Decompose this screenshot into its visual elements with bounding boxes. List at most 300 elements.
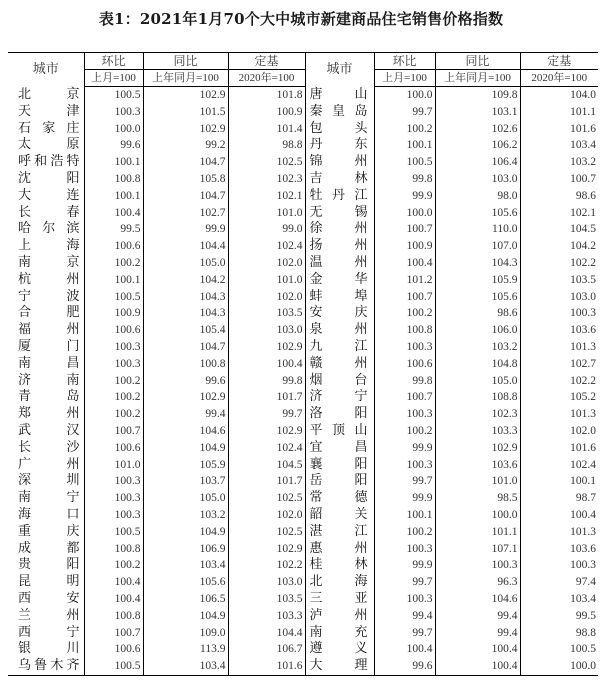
mom-cell-right: 99.7 (374, 625, 435, 642)
mom-cell-left: 100.8 (84, 171, 143, 188)
yoy-cell-left: 105.6 (143, 574, 228, 591)
mom-cell-left: 100.7 (84, 423, 143, 440)
city-cell-right: 赣州 (305, 356, 374, 373)
mom-cell-right: 100.2 (374, 524, 435, 541)
yoy-cell-right: 106.0 (435, 322, 520, 339)
yoy-cell-right: 99.4 (435, 608, 520, 625)
table-row (8, 272, 598, 289)
mom-cell-right: 100.3 (374, 541, 435, 558)
price-index-table (8, 52, 598, 676)
yoy-cell-left: 103.4 (143, 557, 228, 574)
city-cell-left: 南宁 (18, 490, 80, 506)
city-cell-right: 南充 (305, 625, 374, 642)
yoy-cell-right: 105.6 (435, 289, 520, 306)
table-row (8, 356, 598, 373)
mom-cell-right: 99.7 (374, 104, 435, 121)
mom-cell-right: 101.2 (374, 272, 435, 289)
mom-cell-right: 100.2 (374, 305, 435, 322)
base-cell-left: 102.5 (228, 524, 305, 541)
city-cell-right: 烟台 (305, 373, 374, 390)
mom-cell-left: 100.4 (84, 205, 143, 222)
base-cell-left: 102.1 (228, 188, 305, 205)
col-base-left: 定基 (228, 53, 305, 70)
table-row (8, 406, 598, 423)
yoy-cell-left: 103.2 (143, 507, 228, 524)
mom-cell-right: 99.6 (374, 658, 435, 675)
yoy-cell-left: 104.4 (143, 238, 228, 255)
header-row-1 (8, 53, 598, 70)
yoy-cell-left: 105.0 (143, 490, 228, 507)
yoy-cell-left: 99.2 (143, 137, 228, 154)
base-cell-left: 102.9 (228, 423, 305, 440)
base-cell-right: 101.1 (520, 104, 598, 121)
yoy-cell-left: 106.9 (143, 541, 228, 558)
city-cell-right: 韶关 (305, 507, 374, 524)
yoy-cell-left: 99.9 (143, 221, 228, 238)
yoy-cell-right: 103.2 (435, 339, 520, 356)
yoy-cell-left: 109.0 (143, 625, 228, 642)
table-row (8, 608, 598, 625)
mom-cell-right: 99.9 (374, 557, 435, 574)
city-cell-right: 北海 (305, 574, 374, 591)
city-cell-left: 重庆 (18, 523, 80, 539)
base-cell-left: 101.8 (228, 87, 305, 104)
city-cell-right: 蚌埠 (305, 289, 374, 306)
yoy-cell-left: 102.9 (143, 121, 228, 138)
col-yoy-left: 同比 (143, 53, 228, 70)
city-cell-right: 唐山 (305, 87, 374, 104)
city-cell-left: 贵阳 (18, 557, 80, 573)
mom-cell-left: 100.5 (84, 524, 143, 541)
city-cell-left: 石家庄 (18, 120, 80, 136)
city-cell-left: 太原 (18, 137, 80, 153)
yoy-cell-right: 107.1 (435, 541, 520, 558)
yoy-cell-right: 98.6 (435, 305, 520, 322)
base-cell-left: 99.8 (228, 373, 305, 390)
base-cell-right: 102.4 (520, 457, 598, 474)
base-cell-left: 102.4 (228, 238, 305, 255)
base-cell-right: 104.0 (520, 87, 598, 104)
mom-cell-right: 99.9 (374, 490, 435, 507)
city-cell-right: 温州 (305, 255, 374, 272)
base-cell-left: 99.7 (228, 406, 305, 423)
col-city-right: 城市 (305, 53, 374, 87)
mom-cell-left: 100.3 (84, 473, 143, 490)
yoy-cell-left: 102.9 (143, 87, 228, 104)
mom-cell-left: 100.3 (84, 490, 143, 507)
mom-cell-right: 100.1 (374, 507, 435, 524)
table-row (8, 389, 598, 406)
yoy-cell-left: 102.9 (143, 389, 228, 406)
yoy-cell-left: 103.7 (143, 473, 228, 490)
table-row (8, 154, 598, 171)
mom-cell-right: 100.0 (374, 87, 435, 104)
table-row (8, 137, 598, 154)
table-row (8, 524, 598, 541)
mom-cell-right: 100.7 (374, 389, 435, 406)
base-cell-left: 103.3 (228, 608, 305, 625)
table-row (8, 507, 598, 524)
city-cell-left: 深圳 (18, 473, 80, 489)
city-cell-left: 西安 (18, 590, 80, 606)
city-cell-left: 广州 (18, 456, 80, 472)
city-cell-left: 福州 (18, 322, 80, 338)
base-cell-right: 102.7 (520, 356, 598, 373)
base-cell-right: 98.8 (520, 625, 598, 642)
city-cell-left: 成都 (18, 540, 80, 556)
base-cell-right: 102.1 (520, 205, 598, 222)
mom-cell-right: 100.0 (374, 205, 435, 222)
yoy-cell-right: 103.3 (435, 423, 520, 440)
mom-cell-right: 100.6 (374, 356, 435, 373)
yoy-cell-right: 96.3 (435, 574, 520, 591)
mom-cell-left: 100.3 (84, 507, 143, 524)
yoy-cell-left: 100.8 (143, 356, 228, 373)
yoy-cell-left: 104.3 (143, 289, 228, 306)
base-cell-right: 101.6 (520, 440, 598, 457)
city-cell-left: 呼和浩特 (18, 154, 80, 170)
yoy-cell-right: 100.3 (435, 557, 520, 574)
city-cell-left: 宁波 (18, 288, 80, 304)
city-cell-left: 厦门 (18, 338, 80, 354)
base-cell-left: 106.7 (228, 641, 305, 658)
base-cell-right: 101.6 (520, 121, 598, 138)
table-row (8, 339, 598, 356)
unit-yoy-right: 上年同月=100 (435, 70, 520, 87)
mom-cell-right: 100.2 (374, 121, 435, 138)
base-cell-right: 103.2 (520, 154, 598, 171)
base-cell-right: 103.6 (520, 541, 598, 558)
city-cell-right: 桂林 (305, 557, 374, 574)
yoy-cell-right: 99.4 (435, 625, 520, 642)
base-cell-left: 104.5 (228, 457, 305, 474)
mom-cell-left: 100.5 (84, 87, 143, 104)
base-cell-left: 99.0 (228, 221, 305, 238)
base-cell-left: 102.0 (228, 255, 305, 272)
city-cell-right: 三亚 (305, 591, 374, 608)
yoy-cell-left: 105.4 (143, 322, 228, 339)
yoy-cell-right: 106.4 (435, 154, 520, 171)
table-row (8, 238, 598, 255)
table-row (8, 188, 598, 205)
yoy-cell-left: 105.9 (143, 457, 228, 474)
mom-cell-left: 100.1 (84, 154, 143, 171)
mom-cell-left: 100.5 (84, 658, 143, 675)
base-cell-right: 98.7 (520, 490, 598, 507)
table-row (8, 373, 598, 390)
city-cell-right: 包头 (305, 121, 374, 138)
mom-cell-right: 100.7 (374, 289, 435, 306)
base-cell-right: 104.2 (520, 238, 598, 255)
table-row (8, 104, 598, 121)
unit-base-left: 2020年=100 (228, 70, 305, 87)
base-cell-right: 103.4 (520, 137, 598, 154)
city-cell-left: 天津 (18, 103, 80, 119)
base-cell-left: 103.0 (228, 322, 305, 339)
mom-cell-right: 100.3 (374, 591, 435, 608)
city-cell-right: 金华 (305, 272, 374, 289)
base-cell-left: 102.2 (228, 557, 305, 574)
base-cell-left: 101.7 (228, 389, 305, 406)
table-row (8, 625, 598, 642)
col-yoy-right: 同比 (435, 53, 520, 70)
yoy-cell-right: 106.2 (435, 137, 520, 154)
base-cell-left: 102.0 (228, 507, 305, 524)
base-cell-left: 100.9 (228, 104, 305, 121)
city-cell-left: 合肥 (18, 305, 80, 321)
mom-cell-left: 100.2 (84, 373, 143, 390)
yoy-cell-right: 105.9 (435, 272, 520, 289)
base-cell-left: 102.5 (228, 490, 305, 507)
base-cell-right: 97.4 (520, 574, 598, 591)
mom-cell-right: 100.4 (374, 641, 435, 658)
yoy-cell-right: 102.9 (435, 440, 520, 457)
col-mom-left: 环比 (84, 53, 143, 70)
table-row (8, 121, 598, 138)
base-cell-right: 104.5 (520, 221, 598, 238)
mom-cell-right: 99.8 (374, 373, 435, 390)
base-cell-right: 98.6 (520, 188, 598, 205)
city-cell-left: 北京 (18, 86, 80, 102)
yoy-cell-left: 105.0 (143, 255, 228, 272)
base-cell-right: 100.7 (520, 171, 598, 188)
yoy-cell-left: 104.6 (143, 423, 228, 440)
base-cell-left: 103.5 (228, 591, 305, 608)
city-cell-right: 秦皇岛 (305, 104, 374, 121)
base-cell-left: 103.5 (228, 305, 305, 322)
city-cell-left: 昆明 (18, 574, 80, 590)
yoy-cell-right: 104.6 (435, 591, 520, 608)
base-cell-right: 100.3 (520, 305, 598, 322)
base-cell-left: 101.7 (228, 473, 305, 490)
mom-cell-right: 100.9 (374, 238, 435, 255)
city-cell-left: 武汉 (18, 422, 80, 438)
mom-cell-left: 100.2 (84, 255, 143, 272)
base-cell-right: 103.5 (520, 272, 598, 289)
unit-yoy-left: 上年同月=100 (143, 70, 228, 87)
base-cell-right: 103.0 (520, 289, 598, 306)
table-row (8, 557, 598, 574)
city-cell-right: 岳阳 (305, 473, 374, 490)
mom-cell-right: 100.8 (374, 322, 435, 339)
mom-cell-right: 100.7 (374, 221, 435, 238)
base-cell-left: 102.0 (228, 289, 305, 306)
city-cell-left: 郑州 (18, 406, 80, 422)
yoy-cell-left: 104.2 (143, 272, 228, 289)
city-cell-left: 上海 (18, 238, 80, 254)
mom-cell-right: 100.1 (374, 137, 435, 154)
yoy-cell-left: 103.4 (143, 658, 228, 675)
mom-cell-right: 99.7 (374, 473, 435, 490)
mom-cell-left: 100.7 (84, 625, 143, 642)
table-row (8, 440, 598, 457)
yoy-cell-right: 107.0 (435, 238, 520, 255)
base-cell-right: 100.5 (520, 641, 598, 658)
base-cell-right: 102.2 (520, 255, 598, 272)
mom-cell-left: 100.1 (84, 272, 143, 289)
base-cell-left: 101.6 (228, 658, 305, 675)
base-cell-left: 101.0 (228, 205, 305, 222)
yoy-cell-right: 100.0 (435, 507, 520, 524)
city-cell-left: 西宁 (18, 624, 80, 640)
yoy-cell-left: 99.6 (143, 373, 228, 390)
city-cell-right: 泉州 (305, 322, 374, 339)
base-cell-right: 99.5 (520, 608, 598, 625)
base-cell-right: 100.0 (520, 658, 598, 675)
city-cell-right: 大理 (305, 658, 374, 675)
city-cell-right: 平顶山 (305, 423, 374, 440)
yoy-cell-left: 104.7 (143, 339, 228, 356)
unit-mom-right: 上月=100 (374, 70, 435, 87)
yoy-cell-right: 100.4 (435, 641, 520, 658)
yoy-cell-left: 101.5 (143, 104, 228, 121)
mom-cell-left: 100.0 (84, 121, 143, 138)
city-cell-right: 常德 (305, 490, 374, 507)
yoy-cell-right: 103.1 (435, 104, 520, 121)
city-cell-left: 海口 (18, 506, 80, 522)
table-body (8, 87, 598, 676)
base-cell-right: 102.0 (520, 423, 598, 440)
table-row (8, 591, 598, 608)
base-cell-right: 101.3 (520, 339, 598, 356)
base-cell-left: 102.9 (228, 339, 305, 356)
table-row (8, 87, 598, 104)
yoy-cell-right: 103.0 (435, 171, 520, 188)
yoy-cell-right: 105.6 (435, 205, 520, 222)
mom-cell-left: 100.6 (84, 440, 143, 457)
base-cell-right: 100.1 (520, 473, 598, 490)
header-row-2 (8, 70, 598, 87)
table-row (8, 305, 598, 322)
col-base-right: 定基 (520, 53, 598, 70)
table-row (8, 574, 598, 591)
city-cell-right: 宜昌 (305, 440, 374, 457)
mom-cell-left: 100.5 (84, 289, 143, 306)
city-cell-left: 兰州 (18, 607, 80, 623)
base-cell-left: 98.8 (228, 137, 305, 154)
mom-cell-left: 100.3 (84, 339, 143, 356)
yoy-cell-right: 105.0 (435, 373, 520, 390)
table-row (8, 641, 598, 658)
mom-cell-left: 100.4 (84, 574, 143, 591)
base-cell-right: 100.3 (520, 557, 598, 574)
table-row (8, 255, 598, 272)
yoy-cell-right: 103.6 (435, 457, 520, 474)
base-cell-left: 102.9 (228, 541, 305, 558)
city-cell-right: 扬州 (305, 238, 374, 255)
mom-cell-left: 100.9 (84, 305, 143, 322)
base-cell-left: 102.5 (228, 154, 305, 171)
city-cell-right: 徐州 (305, 221, 374, 238)
mom-cell-left: 100.2 (84, 557, 143, 574)
city-cell-left: 哈尔滨 (18, 221, 80, 237)
mom-cell-left: 100.8 (84, 541, 143, 558)
city-cell-right: 遵义 (305, 641, 374, 658)
mom-cell-left: 100.6 (84, 322, 143, 339)
table-row (8, 221, 598, 238)
city-cell-left: 长沙 (18, 439, 80, 455)
table-row (8, 658, 598, 675)
mom-cell-left: 100.8 (84, 608, 143, 625)
base-cell-right: 100.4 (520, 507, 598, 524)
city-cell-left: 大连 (18, 187, 80, 203)
yoy-cell-right: 101.0 (435, 473, 520, 490)
mom-cell-right: 99.9 (374, 188, 435, 205)
base-cell-right: 105.2 (520, 389, 598, 406)
city-cell-right: 湛江 (305, 524, 374, 541)
table-row (8, 289, 598, 306)
city-cell-right: 襄阳 (305, 457, 374, 474)
base-cell-right: 102.2 (520, 373, 598, 390)
mom-cell-left: 100.6 (84, 641, 143, 658)
mom-cell-left: 100.1 (84, 188, 143, 205)
base-cell-left: 102.3 (228, 171, 305, 188)
table-row (8, 205, 598, 222)
yoy-cell-left: 113.9 (143, 641, 228, 658)
base-cell-left: 101.4 (228, 121, 305, 138)
yoy-cell-left: 105.8 (143, 171, 228, 188)
table-row (8, 171, 598, 188)
mom-cell-left: 100.3 (84, 104, 143, 121)
city-cell-right: 惠州 (305, 541, 374, 558)
yoy-cell-right: 104.3 (435, 255, 520, 272)
mom-cell-left: 99.6 (84, 137, 143, 154)
city-cell-left: 济南 (18, 372, 80, 388)
mom-cell-left: 101.0 (84, 457, 143, 474)
mom-cell-right: 100.4 (374, 255, 435, 272)
yoy-cell-left: 104.7 (143, 188, 228, 205)
city-cell-left: 长春 (18, 204, 80, 220)
city-cell-left: 青岛 (18, 389, 80, 405)
yoy-cell-left: 106.5 (143, 591, 228, 608)
yoy-cell-right: 102.6 (435, 121, 520, 138)
mom-cell-left: 100.6 (84, 238, 143, 255)
mom-cell-right: 99.8 (374, 171, 435, 188)
base-cell-right: 103.4 (520, 591, 598, 608)
mom-cell-right: 99.9 (374, 440, 435, 457)
mom-cell-right: 99.4 (374, 608, 435, 625)
yoy-cell-right: 98.5 (435, 490, 520, 507)
yoy-cell-right: 104.8 (435, 356, 520, 373)
mom-cell-right: 100.3 (374, 339, 435, 356)
city-cell-right: 吉林 (305, 171, 374, 188)
city-cell-left: 南京 (18, 254, 80, 270)
yoy-cell-left: 104.9 (143, 440, 228, 457)
mom-cell-right: 100.3 (374, 457, 435, 474)
yoy-cell-right: 101.1 (435, 524, 520, 541)
yoy-cell-left: 104.9 (143, 524, 228, 541)
unit-base-right: 2020年=100 (520, 70, 598, 87)
city-cell-right: 洛阳 (305, 406, 374, 423)
mom-cell-right: 99.7 (374, 574, 435, 591)
mom-cell-left: 100.2 (84, 389, 143, 406)
mom-cell-right: 100.2 (374, 423, 435, 440)
yoy-cell-right: 108.8 (435, 389, 520, 406)
city-cell-right: 牡丹江 (305, 188, 374, 205)
city-cell-right: 泸州 (305, 608, 374, 625)
base-cell-right: 101.3 (520, 524, 598, 541)
mom-cell-left: 100.4 (84, 591, 143, 608)
yoy-cell-right: 102.3 (435, 406, 520, 423)
mom-cell-left: 99.5 (84, 221, 143, 238)
city-cell-right: 九江 (305, 339, 374, 356)
yoy-cell-left: 102.7 (143, 205, 228, 222)
table-row (8, 423, 598, 440)
mom-cell-right: 100.5 (374, 154, 435, 171)
yoy-cell-right: 109.8 (435, 87, 520, 104)
col-mom-right: 环比 (374, 53, 435, 70)
yoy-cell-left: 104.9 (143, 608, 228, 625)
